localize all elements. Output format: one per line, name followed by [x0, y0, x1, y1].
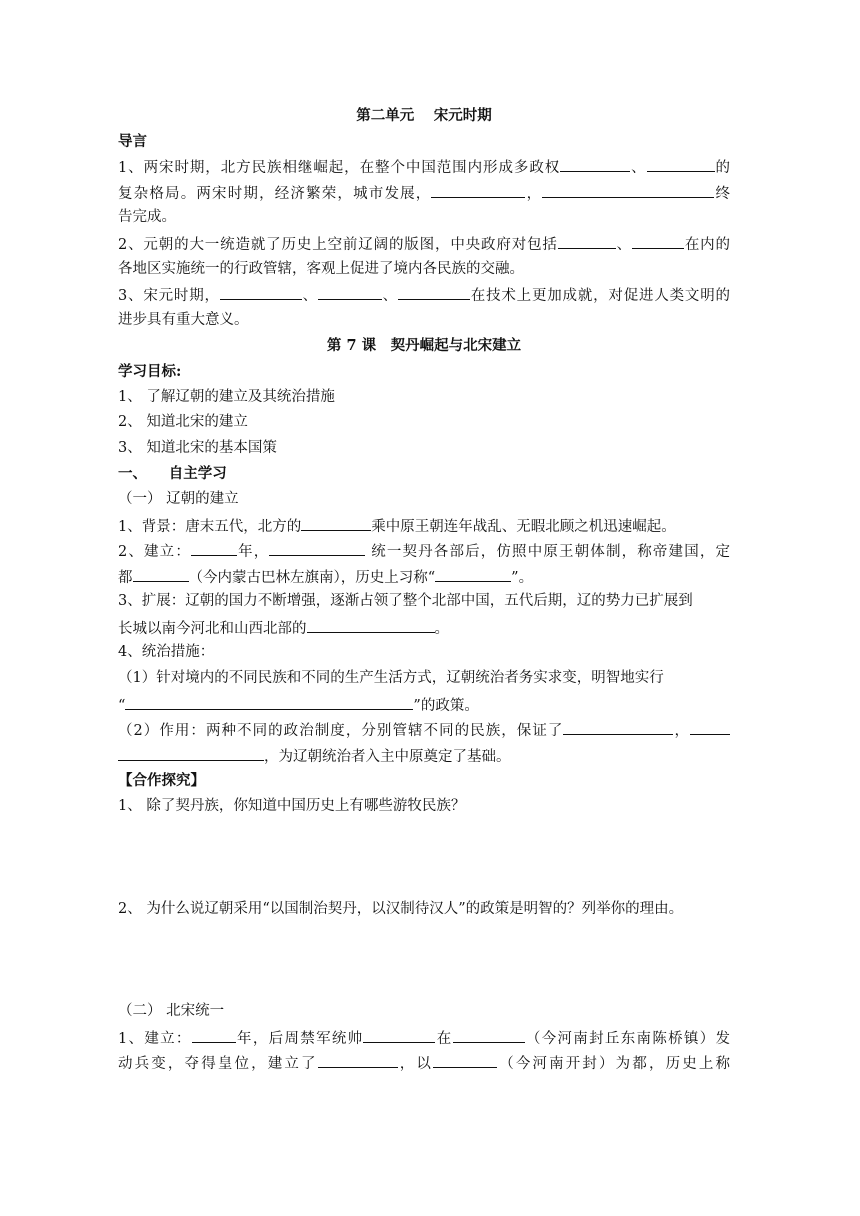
answer-space[interactable]	[118, 922, 730, 999]
blank[interactable]	[318, 282, 382, 300]
intro-paragraph-3-line-2: 进步具有重大意义。	[118, 311, 249, 328]
blank[interactable]	[191, 538, 237, 556]
blank[interactable]	[398, 282, 470, 300]
blank[interactable]	[125, 692, 413, 710]
coop-question-1: 1、 除了契丹族，你知道中国历史上有哪些游牧民族？	[118, 798, 466, 815]
objective-item: 3、 知道北宋的基本国策	[118, 439, 277, 456]
blank[interactable]	[307, 615, 435, 633]
blank[interactable]	[318, 1050, 398, 1068]
rule-item-2-line-2: ，为辽朝统治者入主中原奠定了基础。	[118, 743, 730, 769]
coop-heading: 【合作探究】	[118, 772, 205, 790]
blank[interactable]	[433, 1050, 497, 1068]
blank[interactable]	[133, 564, 189, 582]
blank[interactable]	[632, 231, 684, 249]
intro-paragraph-3-line-1: 3、宋元时期， 、 、 在技术上更加成就，对促进人类文明的	[118, 282, 730, 308]
rule-heading: 4、统治措施：	[118, 644, 215, 661]
lesson-title: 第 7 课 契丹崛起与北宋建立	[326, 337, 522, 355]
blank[interactable]	[560, 154, 630, 172]
intro-paragraph-1-line-2: 复杂格局。两宋时期，经济繁荣，城市发展， ， 终	[118, 180, 730, 206]
expansion-line-2: 长城以南今河北和山西北部的 。	[118, 615, 730, 641]
blank[interactable]	[558, 231, 616, 249]
unit-title: 第二单元 宋元时期	[356, 107, 492, 124]
intro-paragraph-2-line-2: 各地区实施统一的行政管辖，客观上促进了境内各民族的交融。	[118, 260, 524, 277]
song-line-1: 1、建立： 年，后周禁军统帅 在 （今河南封丘东南陈桥镇）发	[118, 1025, 730, 1051]
rule-item-1-line-2: “ ”的政策。	[118, 692, 730, 718]
blank[interactable]	[647, 154, 715, 172]
background-line: 1、背景：唐末五代，北方的 乘中原王朝连年战乱、无暇北顾之机迅速崛起。	[118, 513, 730, 539]
objective-item: 2、 知道北宋的建立	[118, 414, 248, 431]
document-page	[118, 100, 730, 1076]
blank[interactable]	[192, 1025, 236, 1043]
objective-item: 1、 了解辽朝的建立及其统治措施	[118, 388, 335, 405]
coop-question-2: 2、 为什么说辽朝采用“以国制治契丹，以汉制待汉人”的政策是明智的？列举你的理由。	[118, 900, 684, 917]
intro-paragraph-2-line-1: 2、元朝的大一统造就了历史上空前辽阔的版图，中央政府对包括 、 在内的	[118, 231, 730, 257]
blank[interactable]	[431, 180, 525, 198]
subsection-liao: （一） 辽朝的建立	[118, 490, 239, 507]
blank[interactable]	[542, 180, 714, 198]
blank[interactable]	[363, 1025, 435, 1043]
self-study-heading: 一、 自主学习	[118, 465, 227, 483]
expansion-line-1: 3、扩展：辽朝的国力不断增强，逐渐占领了整个北部中国，五代后期，辽的势力已扩展到	[118, 593, 693, 610]
blank[interactable]	[435, 564, 511, 582]
intro-heading: 导言	[118, 132, 147, 150]
intro-paragraph-1-line-3: 告完成。	[118, 209, 176, 226]
blank[interactable]	[453, 1025, 525, 1043]
answer-space[interactable]	[118, 820, 730, 897]
establish-line-1: 2、建立： 年， 统一契丹各部后，仿照中原王朝体制，称帝建国，定	[118, 538, 730, 564]
blank[interactable]	[563, 717, 673, 735]
blank[interactable]	[301, 513, 371, 531]
blank[interactable]	[118, 743, 264, 761]
blank[interactable]	[269, 538, 365, 556]
rule-item-2-line-1: （2）作用：两种不同的政治制度，分别管辖不同的民族，保证了 ，	[118, 717, 730, 743]
song-line-2: 动兵变，夺得皇位，建立了 ，以 （今河南开封）为都，历史上称	[118, 1050, 730, 1076]
establish-line-2: 都 （今内蒙古巴林左旗南），历史上习称“ ”。	[118, 564, 730, 590]
rule-item-1-line-1: （1）针对境内的不同民族和不同的生产生活方式，辽朝统治者务实求变，明智地实行	[118, 670, 664, 687]
subsection-song: （二） 北宋统一	[118, 1003, 225, 1020]
objectives-heading: 学习目标:	[118, 362, 182, 380]
blank[interactable]	[690, 717, 730, 735]
blank[interactable]	[220, 282, 302, 300]
intro-paragraph-1-line-1: 1、两宋时期，北方民族相继崛起，在整个中国范围内形成多政权 、 的	[118, 154, 730, 180]
